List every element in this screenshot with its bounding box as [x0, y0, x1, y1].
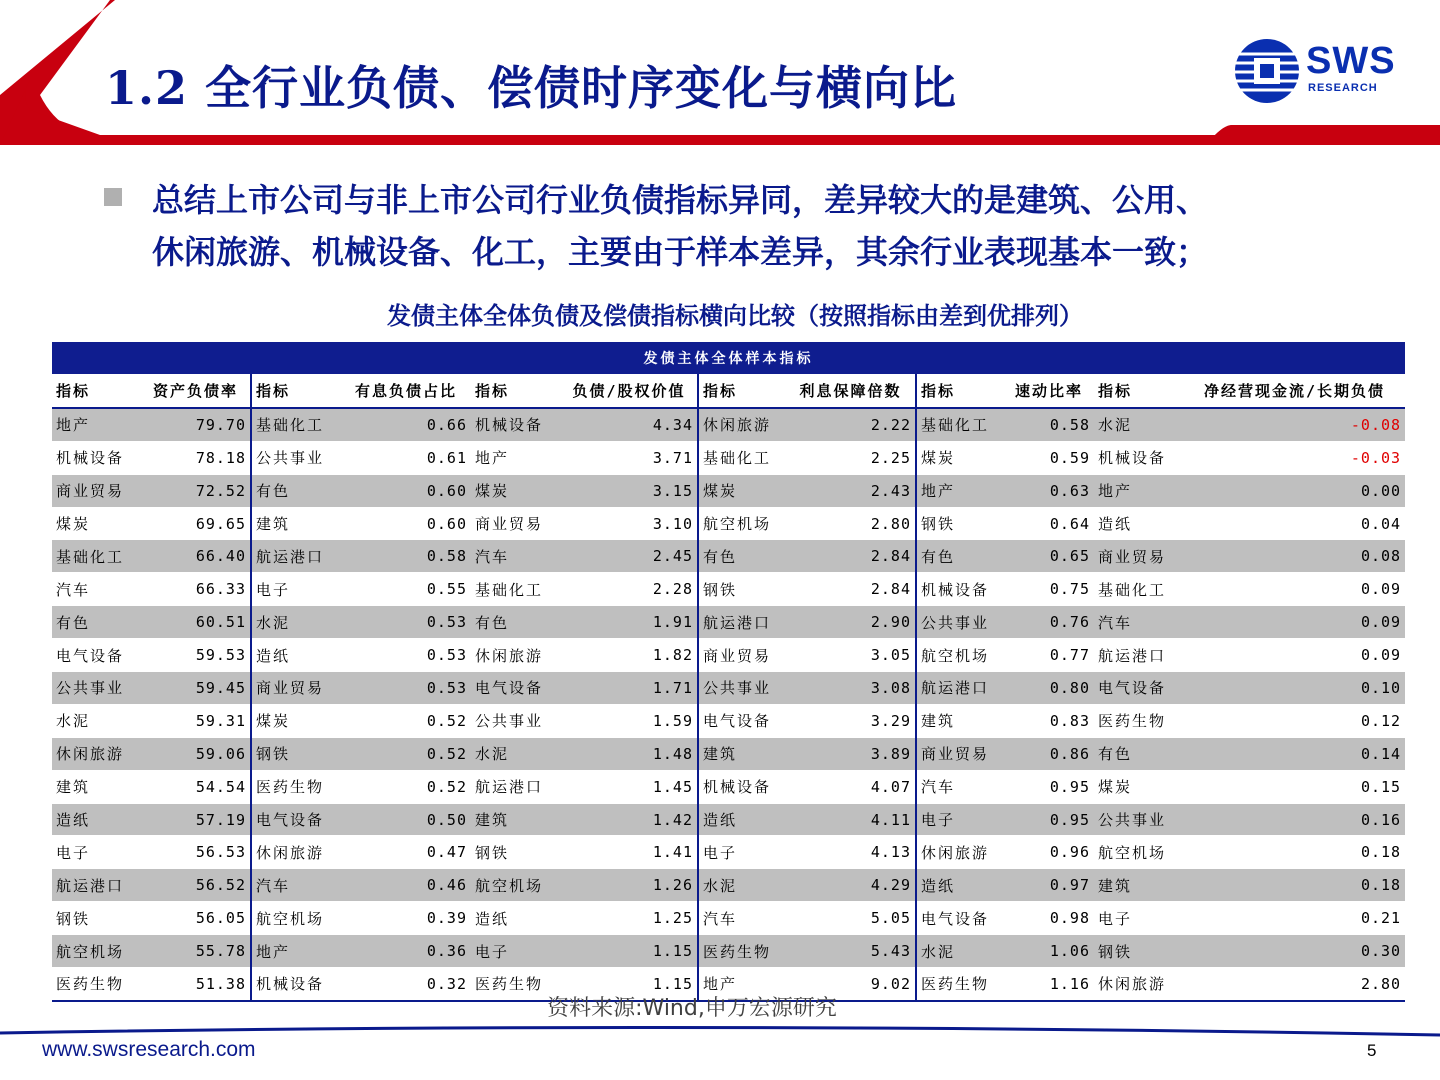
metric-value-cell: 72.52: [141, 474, 251, 507]
industry-name-cell: 航运港口: [1094, 639, 1184, 672]
metric-value-cell: 0.58: [341, 540, 471, 573]
metric-value-cell: 0.09: [1184, 606, 1405, 639]
metric-value-cell: 0.14: [1184, 737, 1405, 770]
header-metric: 速动比率: [1004, 375, 1094, 408]
industry-name-cell: 医药生物: [471, 968, 561, 1001]
industry-name-cell: 钢铁: [251, 737, 341, 770]
industry-name-cell: 电气设备: [698, 704, 786, 737]
industry-name-cell: 建筑: [52, 770, 141, 803]
industry-name-cell: 煤炭: [698, 474, 786, 507]
metric-value-cell: 0.15: [1184, 770, 1405, 803]
metric-value-cell: 0.58: [1004, 408, 1094, 441]
header-metric: 负债/股权价值: [561, 375, 698, 408]
industry-name-cell: 机械设备: [251, 968, 341, 1001]
metric-value-cell: -0.03: [1184, 441, 1405, 474]
industry-name-cell: 有色: [698, 540, 786, 573]
metric-value-cell: 4.11: [786, 803, 916, 836]
table-row: [52, 573, 1405, 606]
metric-value-cell: 66.33: [141, 573, 251, 606]
industry-name-cell: 水泥: [52, 704, 141, 737]
metric-value-cell: 0.86: [1004, 737, 1094, 770]
industry-name-cell: 汽车: [251, 869, 341, 902]
metric-value-cell: 1.59: [561, 704, 698, 737]
industry-name-cell: 机械设备: [916, 573, 1004, 606]
industry-name-cell: 建筑: [1094, 869, 1184, 902]
industry-name-cell: 汽车: [52, 573, 141, 606]
industry-name-cell: 基础化工: [471, 573, 561, 606]
industry-name-cell: 航运港口: [471, 770, 561, 803]
industry-name-cell: 地产: [916, 474, 1004, 507]
industry-name-cell: 煤炭: [471, 474, 561, 507]
metric-value-cell: 5.43: [786, 935, 916, 968]
industry-name-cell: 钢铁: [471, 836, 561, 869]
metric-value-cell: 2.45: [561, 540, 698, 573]
metric-value-cell: 0.12: [1184, 704, 1405, 737]
metric-value-cell: 3.29: [786, 704, 916, 737]
industry-name-cell: 机械设备: [471, 408, 561, 441]
industry-name-cell: 机械设备: [698, 770, 786, 803]
industry-name-cell: 商业贸易: [916, 737, 1004, 770]
metric-value-cell: 3.15: [561, 474, 698, 507]
industry-name-cell: 造纸: [1094, 507, 1184, 540]
metric-value-cell: 2.80: [786, 507, 916, 540]
industry-name-cell: 造纸: [916, 869, 1004, 902]
header-metric: 资产负债率: [141, 375, 251, 408]
metric-value-cell: 54.54: [141, 770, 251, 803]
metric-value-cell: 0.60: [341, 474, 471, 507]
metric-value-cell: 0.61: [341, 441, 471, 474]
industry-name-cell: 电气设备: [52, 639, 141, 672]
metric-value-cell: 0.18: [1184, 836, 1405, 869]
industry-name-cell: 造纸: [251, 639, 341, 672]
industry-name-cell: 休闲旅游: [1094, 968, 1184, 1001]
industry-name-cell: 汽车: [916, 770, 1004, 803]
summary-line-2: 休闲旅游、机械设备、化工，主要由于样本差异，其余行业表现基本一致；: [152, 233, 1209, 271]
industry-name-cell: 休闲旅游: [916, 836, 1004, 869]
table-row: [52, 803, 1405, 836]
table-band-label: 发债主体全体样本指标: [52, 342, 1405, 375]
industry-name-cell: 有色: [251, 474, 341, 507]
metric-value-cell: 0.52: [341, 737, 471, 770]
industry-name-cell: 航空机场: [1094, 836, 1184, 869]
metric-value-cell: 0.96: [1004, 836, 1094, 869]
table-row: [52, 935, 1405, 968]
metric-value-cell: 59.45: [141, 672, 251, 705]
industry-name-cell: 电气设备: [251, 803, 341, 836]
industry-name-cell: 有色: [52, 606, 141, 639]
metric-value-cell: 0.59: [1004, 441, 1094, 474]
metric-value-cell: 2.80: [1184, 968, 1405, 1001]
metric-value-cell: 59.31: [141, 704, 251, 737]
metric-value-cell: 60.51: [141, 606, 251, 639]
metric-value-cell: 1.15: [561, 935, 698, 968]
industry-name-cell: 机械设备: [1094, 441, 1184, 474]
table-title: 发债主体全体负债及偿债指标横向比较（按照指标由差到优排列）: [387, 302, 1083, 330]
header-indicator: 指标: [916, 375, 1004, 408]
metric-value-cell: 0.09: [1184, 639, 1405, 672]
metric-value-cell: 2.43: [786, 474, 916, 507]
industry-name-cell: 汽车: [698, 902, 786, 935]
table-row: [52, 770, 1405, 803]
industry-name-cell: 电子: [251, 573, 341, 606]
industry-name-cell: 医药生物: [916, 968, 1004, 1001]
header-indicator: 指标: [52, 375, 141, 408]
industry-name-cell: 商业贸易: [1094, 540, 1184, 573]
industry-name-cell: 航运港口: [916, 672, 1004, 705]
metric-value-cell: 1.91: [561, 606, 698, 639]
industry-name-cell: 基础化工: [52, 540, 141, 573]
industry-name-cell: 钢铁: [52, 902, 141, 935]
table-row: [52, 441, 1405, 474]
industry-name-cell: 商业贸易: [52, 474, 141, 507]
metric-value-cell: 0.53: [341, 672, 471, 705]
table-header-row: [52, 375, 1405, 408]
industry-name-cell: 商业贸易: [698, 639, 786, 672]
metric-value-cell: 0.66: [341, 408, 471, 441]
metric-value-cell: 66.40: [141, 540, 251, 573]
industry-name-cell: 造纸: [471, 902, 561, 935]
metric-value-cell: 0.46: [341, 869, 471, 902]
metric-value-cell: 3.05: [786, 639, 916, 672]
industry-name-cell: 地产: [251, 935, 341, 968]
metric-value-cell: 2.84: [786, 540, 916, 573]
metric-value-cell: 0.80: [1004, 672, 1094, 705]
summary-text: [152, 174, 1382, 278]
metric-value-cell: 0.98: [1004, 902, 1094, 935]
industry-name-cell: 地产: [471, 441, 561, 474]
industry-name-cell: 水泥: [1094, 408, 1184, 441]
industry-name-cell: 钢铁: [698, 573, 786, 606]
metric-value-cell: 0.32: [341, 968, 471, 1001]
industry-name-cell: 航空机场: [698, 507, 786, 540]
sws-logo: [1232, 36, 1412, 106]
metric-value-cell: 2.22: [786, 408, 916, 441]
industry-name-cell: 汽车: [471, 540, 561, 573]
industry-name-cell: 电子: [52, 836, 141, 869]
metric-value-cell: -0.08: [1184, 408, 1405, 441]
industry-name-cell: 地产: [698, 968, 786, 1001]
metric-value-cell: 2.28: [561, 573, 698, 606]
industry-name-cell: 公共事业: [916, 606, 1004, 639]
metric-value-cell: 1.48: [561, 737, 698, 770]
industry-name-cell: 医药生物: [1094, 704, 1184, 737]
industry-name-cell: 电子: [698, 836, 786, 869]
metric-value-cell: 0.63: [1004, 474, 1094, 507]
metric-value-cell: 2.84: [786, 573, 916, 606]
industry-name-cell: 造纸: [52, 803, 141, 836]
metric-value-cell: 1.26: [561, 869, 698, 902]
metric-value-cell: 56.53: [141, 836, 251, 869]
industry-name-cell: 建筑: [471, 803, 561, 836]
metric-value-cell: 1.25: [561, 902, 698, 935]
industry-name-cell: 有色: [471, 606, 561, 639]
industry-name-cell: 休闲旅游: [52, 737, 141, 770]
table-row: [52, 902, 1405, 935]
table-band-row: [52, 342, 1405, 375]
industry-name-cell: 地产: [52, 408, 141, 441]
industry-name-cell: 钢铁: [916, 507, 1004, 540]
industry-name-cell: 电子: [1094, 902, 1184, 935]
industry-name-cell: 有色: [916, 540, 1004, 573]
header-indicator: 指标: [1094, 375, 1184, 408]
metric-value-cell: 0.10: [1184, 672, 1405, 705]
metric-value-cell: 4.13: [786, 836, 916, 869]
industry-name-cell: 航运港口: [52, 869, 141, 902]
metric-value-cell: 3.08: [786, 672, 916, 705]
industry-name-cell: 有色: [1094, 737, 1184, 770]
metric-value-cell: 1.06: [1004, 935, 1094, 968]
industry-name-cell: 公共事业: [1094, 803, 1184, 836]
metric-value-cell: 0.52: [341, 770, 471, 803]
industry-name-cell: 煤炭: [1094, 770, 1184, 803]
metric-value-cell: 2.90: [786, 606, 916, 639]
metric-value-cell: 1.15: [561, 968, 698, 1001]
metric-value-cell: 0.36: [341, 935, 471, 968]
industry-name-cell: 医药生物: [698, 935, 786, 968]
industry-name-cell: 航空机场: [916, 639, 1004, 672]
industry-name-cell: 电气设备: [916, 902, 1004, 935]
industry-name-cell: 基础化工: [251, 408, 341, 441]
table-row: [52, 704, 1405, 737]
industry-name-cell: 基础化工: [916, 408, 1004, 441]
metric-value-cell: 0.50: [341, 803, 471, 836]
metric-value-cell: 0.52: [341, 704, 471, 737]
table-row: [52, 836, 1405, 869]
metric-value-cell: 78.18: [141, 441, 251, 474]
metric-value-cell: 56.05: [141, 902, 251, 935]
metric-value-cell: 1.16: [1004, 968, 1094, 1001]
industry-name-cell: 煤炭: [251, 704, 341, 737]
table-row: [52, 737, 1405, 770]
metric-value-cell: 0.53: [341, 639, 471, 672]
table-row: [52, 507, 1405, 540]
source-note: 资料来源:Wind,申万宏源研究: [547, 996, 837, 1021]
table-row: [52, 408, 1405, 441]
industry-name-cell: 休闲旅游: [471, 639, 561, 672]
metric-value-cell: 3.89: [786, 737, 916, 770]
metric-value-cell: 59.06: [141, 737, 251, 770]
header-indicator: 指标: [698, 375, 786, 408]
table-row: [52, 639, 1405, 672]
industry-name-cell: 航运港口: [698, 606, 786, 639]
metric-value-cell: 0.18: [1184, 869, 1405, 902]
metric-value-cell: 9.02: [786, 968, 916, 1001]
industry-name-cell: 医药生物: [251, 770, 341, 803]
industry-name-cell: 汽车: [1094, 606, 1184, 639]
page-number: 5: [1367, 1041, 1377, 1060]
metric-value-cell: 0.08: [1184, 540, 1405, 573]
metric-value-cell: 55.78: [141, 935, 251, 968]
metric-value-cell: 5.05: [786, 902, 916, 935]
table-row: [52, 540, 1405, 573]
metric-value-cell: 0.95: [1004, 770, 1094, 803]
metric-value-cell: 0.00: [1184, 474, 1405, 507]
footer-url[interactable]: www.swsresearch.com: [42, 1038, 256, 1061]
industry-name-cell: 建筑: [916, 704, 1004, 737]
industry-name-cell: 商业贸易: [471, 507, 561, 540]
industry-name-cell: 基础化工: [698, 441, 786, 474]
header-indicator: 指标: [471, 375, 561, 408]
industry-name-cell: 公共事业: [52, 672, 141, 705]
indicator-table: [52, 342, 1405, 1002]
metric-value-cell: 79.70: [141, 408, 251, 441]
header-metric: 净经营现金流/长期负债: [1184, 375, 1405, 408]
industry-name-cell: 商业贸易: [251, 672, 341, 705]
industry-name-cell: 公共事业: [471, 704, 561, 737]
industry-name-cell: 水泥: [471, 737, 561, 770]
industry-name-cell: 电气设备: [471, 672, 561, 705]
table-row: [52, 869, 1405, 902]
metric-value-cell: 3.71: [561, 441, 698, 474]
industry-name-cell: 水泥: [916, 935, 1004, 968]
metric-value-cell: 1.71: [561, 672, 698, 705]
metric-value-cell: 0.75: [1004, 573, 1094, 606]
industry-name-cell: 电气设备: [1094, 672, 1184, 705]
metric-value-cell: 1.45: [561, 770, 698, 803]
header-metric: 利息保障倍数: [786, 375, 916, 408]
industry-name-cell: 建筑: [251, 507, 341, 540]
metric-value-cell: 0.21: [1184, 902, 1405, 935]
industry-name-cell: 休闲旅游: [251, 836, 341, 869]
logo-wordmark: SWS: [1306, 40, 1396, 82]
metric-value-cell: 0.39: [341, 902, 471, 935]
metric-value-cell: 4.29: [786, 869, 916, 902]
metric-value-cell: 0.09: [1184, 573, 1405, 606]
header-indicator: 指标: [251, 375, 341, 408]
industry-name-cell: 公共事业: [251, 441, 341, 474]
industry-name-cell: 电子: [916, 803, 1004, 836]
globe-icon: [1232, 36, 1302, 106]
industry-name-cell: 航运港口: [251, 540, 341, 573]
metric-value-cell: 0.53: [341, 606, 471, 639]
metric-value-cell: 0.64: [1004, 507, 1094, 540]
metric-value-cell: 3.10: [561, 507, 698, 540]
metric-value-cell: 0.97: [1004, 869, 1094, 902]
metric-value-cell: 57.19: [141, 803, 251, 836]
metric-value-cell: 2.25: [786, 441, 916, 474]
table-row: [52, 606, 1405, 639]
metric-value-cell: 0.16: [1184, 803, 1405, 836]
bullet-square-icon: [104, 188, 122, 206]
table-row: [52, 672, 1405, 705]
metric-value-cell: 1.82: [561, 639, 698, 672]
metric-value-cell: 51.38: [141, 968, 251, 1001]
industry-name-cell: 医药生物: [52, 968, 141, 1001]
industry-name-cell: 航空机场: [52, 935, 141, 968]
metric-value-cell: 0.77: [1004, 639, 1094, 672]
metric-value-cell: 0.76: [1004, 606, 1094, 639]
industry-name-cell: 公共事业: [698, 672, 786, 705]
metric-value-cell: 56.52: [141, 869, 251, 902]
industry-name-cell: 基础化工: [1094, 573, 1184, 606]
industry-name-cell: 地产: [1094, 474, 1184, 507]
industry-name-cell: 电子: [471, 935, 561, 968]
industry-name-cell: 煤炭: [52, 507, 141, 540]
industry-name-cell: 建筑: [698, 737, 786, 770]
industry-name-cell: 航空机场: [251, 902, 341, 935]
industry-name-cell: 休闲旅游: [698, 408, 786, 441]
industry-name-cell: 机械设备: [52, 441, 141, 474]
industry-name-cell: 钢铁: [1094, 935, 1184, 968]
metric-value-cell: 0.47: [341, 836, 471, 869]
industry-name-cell: 航空机场: [471, 869, 561, 902]
table-row: [52, 474, 1405, 507]
metric-value-cell: 1.41: [561, 836, 698, 869]
industry-name-cell: 煤炭: [916, 441, 1004, 474]
metric-value-cell: 0.30: [1184, 935, 1405, 968]
logo-subtitle: RESEARCH: [1308, 82, 1378, 94]
metric-value-cell: 0.60: [341, 507, 471, 540]
header-band: [0, 0, 1440, 150]
metric-value-cell: 4.07: [786, 770, 916, 803]
metric-value-cell: 4.34: [561, 408, 698, 441]
metric-value-cell: 1.42: [561, 803, 698, 836]
metric-value-cell: 0.65: [1004, 540, 1094, 573]
metric-value-cell: 59.53: [141, 639, 251, 672]
metric-value-cell: 0.95: [1004, 803, 1094, 836]
industry-name-cell: 水泥: [251, 606, 341, 639]
metric-value-cell: 0.04: [1184, 507, 1405, 540]
metric-value-cell: 69.65: [141, 507, 251, 540]
summary-line-1: 总结上市公司与非上市公司行业负债指标异同，差异较大的是建筑、公用、: [152, 181, 1209, 219]
header-metric: 有息负债占比: [341, 375, 471, 408]
industry-name-cell: 造纸: [698, 803, 786, 836]
metric-value-cell: 0.55: [341, 573, 471, 606]
page-title: 1.2 全行业负债、偿债时序变化与横向比: [105, 61, 958, 115]
metric-value-cell: 0.83: [1004, 704, 1094, 737]
industry-name-cell: 水泥: [698, 869, 786, 902]
